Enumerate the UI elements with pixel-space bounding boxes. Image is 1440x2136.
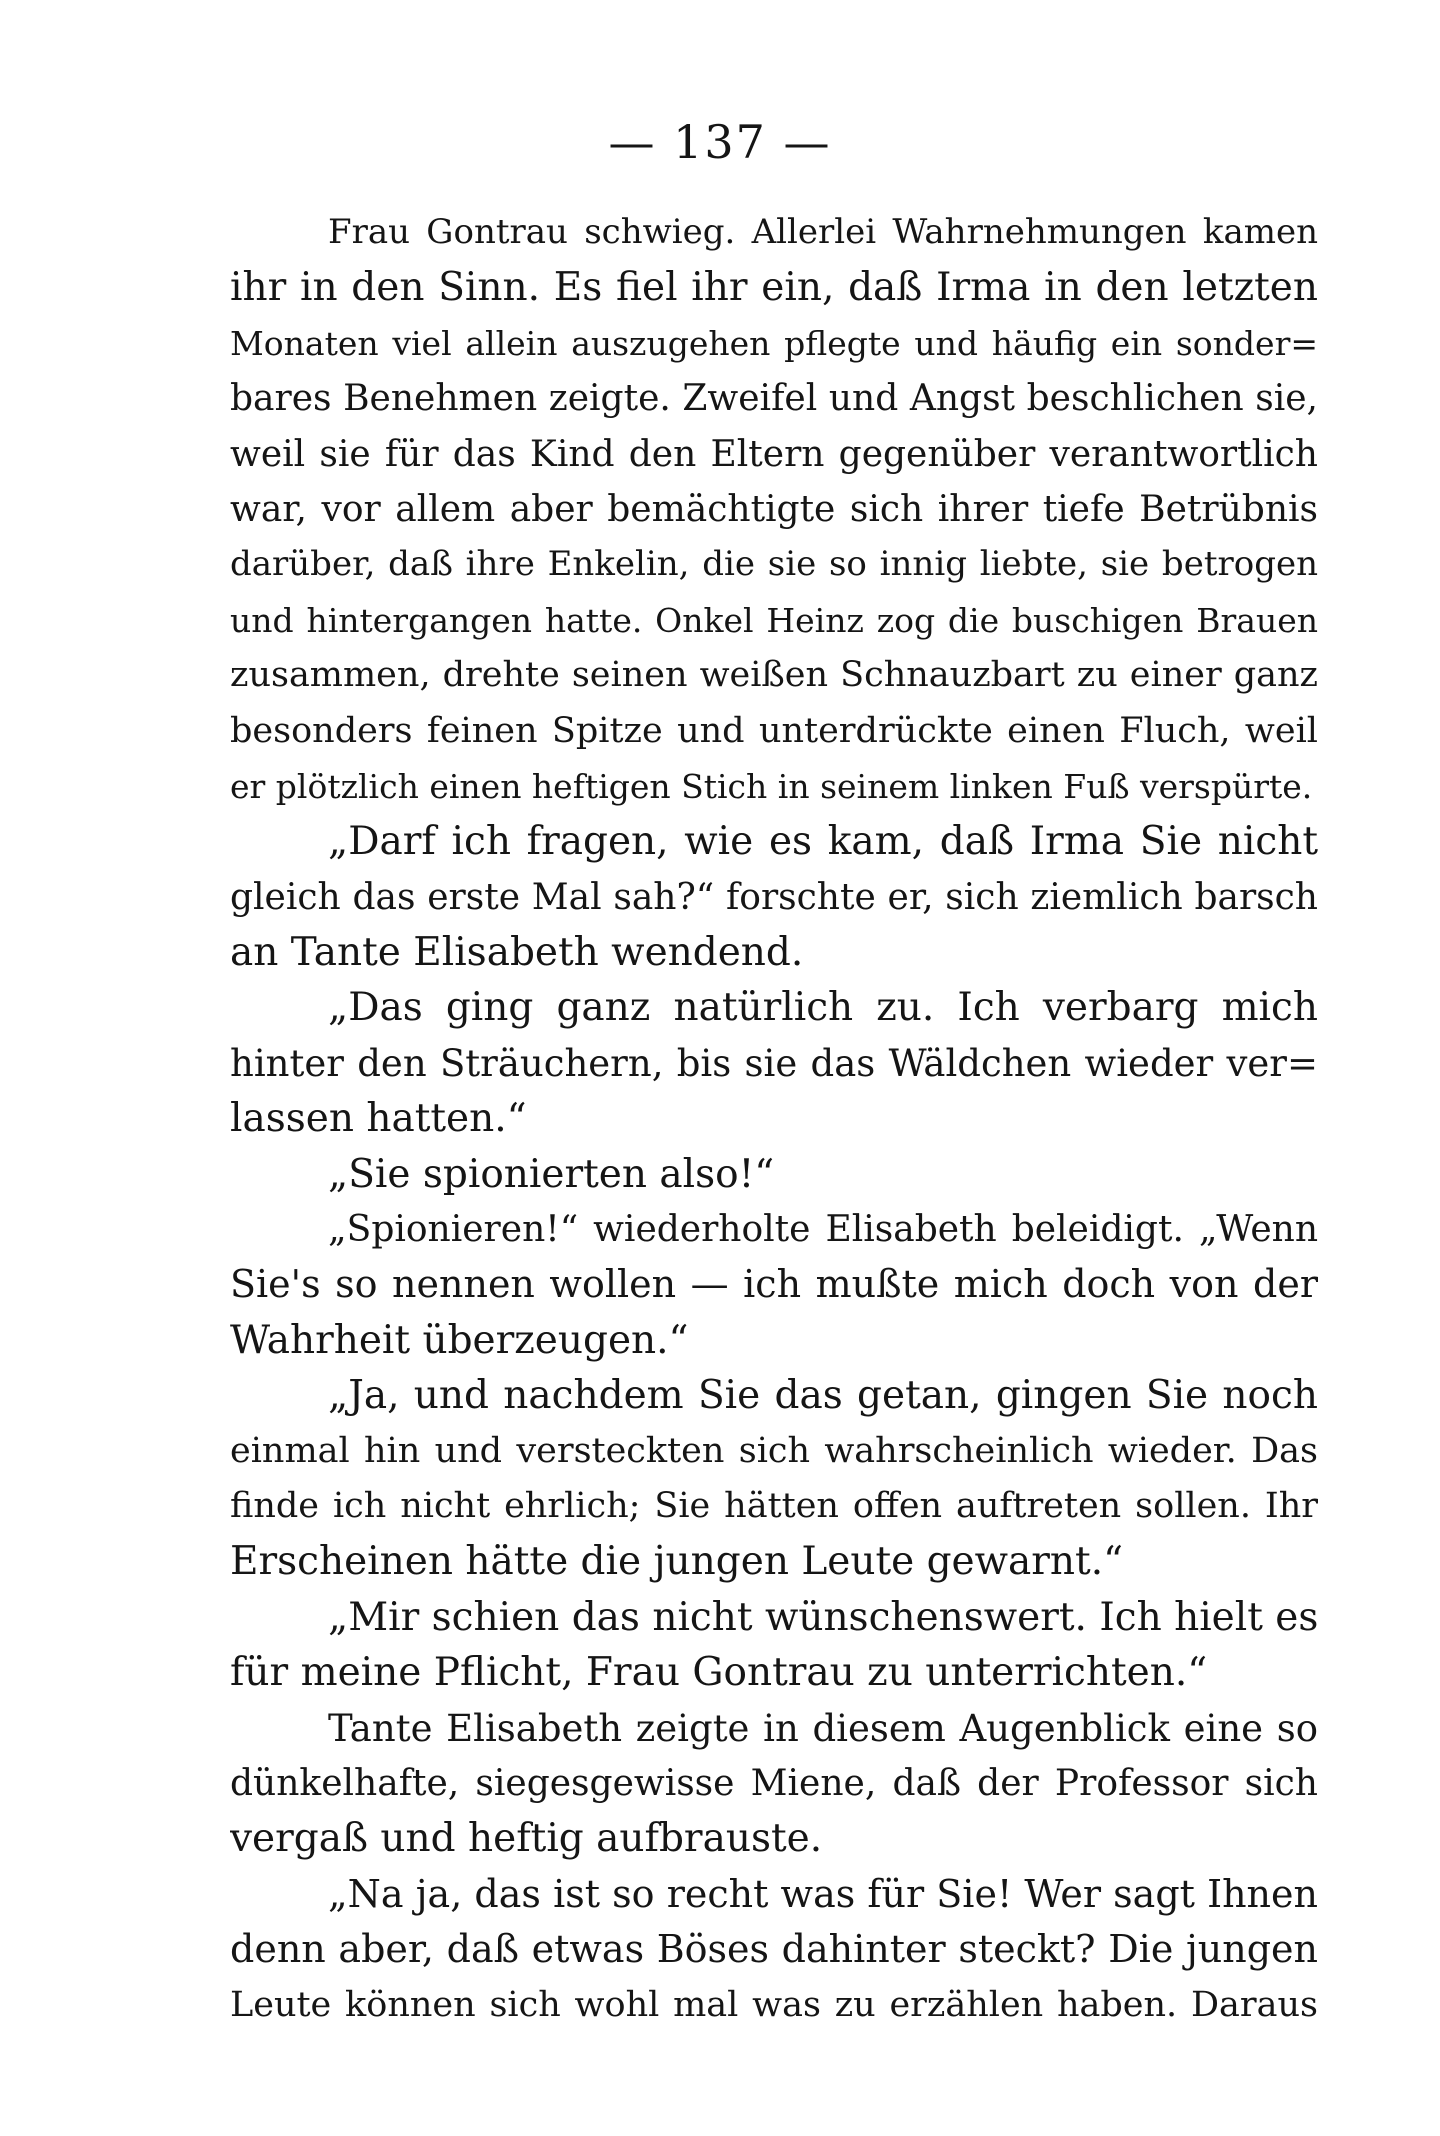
- text-line: vergaß und heftig aufbrauste.: [230, 1816, 823, 1862]
- text-line: Frau Gontrau schwieg. Allerlei Wahrnehmungen kamen: [328, 212, 1318, 252]
- text-line: Wahrheit überzeugen.“: [230, 1317, 689, 1363]
- text-line: Tante Elisabeth zeigte in diesem Augenblick eine so: [328, 1706, 1318, 1750]
- text-line: und hintergangen hatte. Onkel Heinz zog die buschigen Brauen: [230, 600, 1318, 640]
- text-line: finde ich nicht ehrlich; Sie hätten offen auftreten sollen. Ihr: [230, 1485, 1318, 1526]
- text-line: dünkelhafte, siegesgewisse Miene, daß der Professor sich: [230, 1762, 1318, 1804]
- text-line: „Ja, und nachdem Sie das getan, gingen Sie noch: [328, 1373, 1318, 1419]
- text-line: bares Benehmen zeigte. Zweifel und Angst beschlichen sie,: [230, 378, 1318, 420]
- text-line: war, vor allem aber bemächtigte sich ihrer tiefe Betrübnis: [230, 488, 1318, 530]
- text-line: Erscheinen hätte die jungen Leute gewarnt.“: [230, 1539, 1124, 1585]
- text-line: zusammen, drehte seinen weißen Schnauzbart zu einer ganz: [230, 655, 1318, 696]
- text-line: Leute können sich wohl mal was zu erzählen haben. Daraus: [230, 1984, 1318, 2025]
- text-line: denn aber, daß etwas Böses dahinter steckt? Die jungen: [230, 1927, 1318, 1972]
- text-line: „Darf ich fragen, wie es kam, daß Irma Sie nicht: [328, 819, 1318, 865]
- text-line: gleich das erste Mal sah?“ forschte er, sich ziemlich barsch: [230, 876, 1318, 918]
- text-line: „Sie spionierten also!“: [328, 1151, 775, 1197]
- text-line: darüber, daß ihre Enkelin, die sie so innig liebte, sie betrogen: [230, 544, 1318, 585]
- text-line: ihr in den Sinn. Es fiel ihr ein, daß Irma in den letzten: [230, 265, 1318, 311]
- text-line: an Tante Elisabeth wendend.: [230, 930, 804, 976]
- text-line: hinter den Sträuchern, bis sie das Wäldchen wieder ver=: [230, 1041, 1318, 1085]
- text-line: für meine Pflicht, Frau Gontrau zu unterrichten.“: [230, 1650, 1208, 1696]
- text-line: „Na ja, das ist so recht was für Sie! Wer sagt Ihnen: [328, 1871, 1318, 1916]
- text-line: er plötzlich einen heftigen Stich in seinem linken Fuß verspürte.: [230, 766, 1313, 806]
- text-line: einmal hin und versteckten sich wahrscheinlich wieder. Das: [230, 1430, 1318, 1471]
- text-line: weil sie für das Kind den Eltern gegenüber verantwortlich: [230, 433, 1318, 475]
- page-number: — 137 —: [608, 115, 832, 169]
- text-line: „Mir schien das nicht wünschenswert. Ich hielt es: [328, 1594, 1318, 1640]
- text-line: besonders feinen Spitze und unterdrückte einen Fluch, weil: [230, 710, 1318, 751]
- text-line: „Spionieren!“ wiederholte Elisabeth beleidigt. „Wenn: [328, 1209, 1318, 1251]
- text-line: Sie's so nennen wollen — ich mußte mich doch von der: [230, 1262, 1318, 1307]
- body-text: [230, 205, 1318, 2033]
- text-line: lassen hatten.“: [230, 1096, 527, 1142]
- text-line: Monaten viel allein auszugehen pflegte und häufig ein sonder=: [230, 323, 1318, 363]
- text-line: „Das ging ganz natürlich zu. Ich verbarg mich: [328, 985, 1318, 1031]
